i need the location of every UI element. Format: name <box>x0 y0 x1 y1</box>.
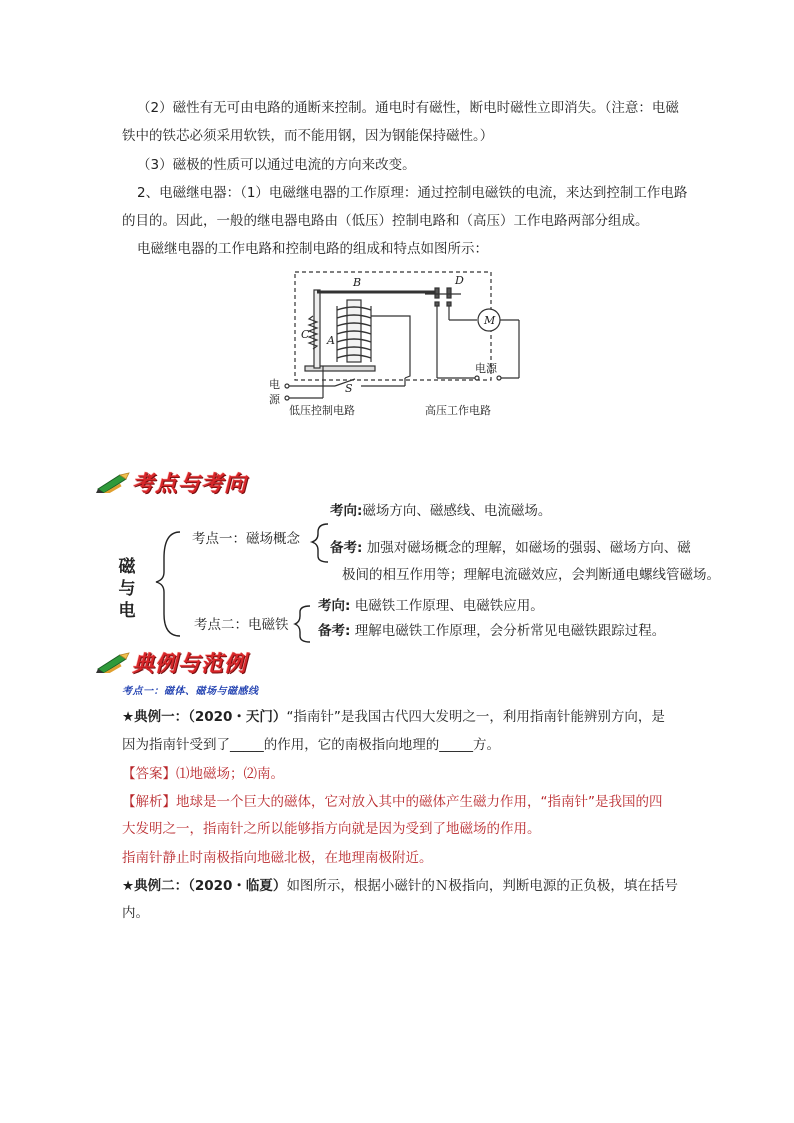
example2-question-cont: 内。 <box>122 905 149 921</box>
intro-paragraph-2: （3）磁极的性质可以通过电流的方向来改变。 <box>137 157 416 173</box>
point1-kaoxiang: 考向:磁场方向、磁感线、电流磁场。 <box>330 503 552 519</box>
power-left-label-1: 电 <box>269 378 280 391</box>
point2-beikao: 备考: 理解电磁铁工作原理，会分析常见电磁铁跟踪过程。 <box>318 623 666 639</box>
section-title-dianli <box>96 648 247 676</box>
point1-beikao: 备考: 加强对磁场概念的理解，如磁场的强弱、磁场方向、磁 <box>330 540 691 556</box>
power-left-label-2: 源 <box>269 393 280 406</box>
point2-kaoxiang: 考向: 电磁铁工作原理、电磁铁应用。 <box>318 598 544 614</box>
example1-question: ★典例一：（2020・天门）“指南针”是我国古代四大发明之一，利用指南针能辨别方向，是 <box>122 709 665 725</box>
label-d: D <box>455 274 464 287</box>
section-title-kaodian <box>96 468 247 496</box>
example2-question: ★典例二：（2020・临夏）如图所示，根据小磁针的Ｎ极指向，判断电源的正负极，填在括号 <box>122 878 678 894</box>
label-b: B <box>353 276 362 289</box>
tree-root: 磁 与 电 <box>118 557 136 621</box>
example1-analysis: 【解析】地球是一个巨大的磁体，它对放入其中的磁体产生磁力作用，“指南针”是我国的四 <box>122 794 663 810</box>
intro-paragraph-3-cont: 的目的。因此，一般的继电器电路由（低压）控制电路和（高压）工作电路两部分组成。 <box>122 213 649 229</box>
label-a: A <box>327 334 335 347</box>
example1-analysis-cont2: 指南针静止时南极指向地磁北极，在地理南极附近。 <box>122 850 433 866</box>
point1-beikao-cont: 极间的相互作用等；理解电流磁效应，会判断通电螺线管磁场。 <box>342 567 720 583</box>
example1-answer: 【答案】⑴地磁场；⑵南。 <box>122 766 284 782</box>
intro-paragraph-4: 电磁继电器的工作电路和控制电路的组成和特点如图所示： <box>137 241 488 257</box>
pencil-icon <box>96 651 130 673</box>
intro-paragraph-1-cont: 铁中的铁芯必须采用软铁，而不能用钢，因为钢能保持磁性。） <box>122 128 494 144</box>
section-title-text: 考点与考向 <box>132 470 248 497</box>
intro-paragraph-3: 2、电磁继电器：（1）电磁继电器的工作原理：通过控制电磁铁的电流，来达到控制工作电路 <box>137 185 688 201</box>
label-m: M <box>484 314 496 327</box>
label-s: S <box>345 382 353 395</box>
dashed-boundary <box>295 272 491 380</box>
example-subheading: 考点一：磁体、磁场与磁感线 <box>122 686 259 697</box>
high-voltage-label: 高压工作电路 <box>425 404 491 417</box>
section-title-text: 典例与范例 <box>132 650 248 677</box>
intro-paragraph-1: （2）磁性有无可由电路的通断来控制。通电时有磁性，断电时磁性立即消失。（注意：电磁 <box>137 100 679 116</box>
example1-analysis-cont: 大发明之一，指南针之所以能够指方向就是因为受到了地磁场的作用。 <box>122 821 541 837</box>
example1-question-cont: 因为指南针受到了_____的作用，它的南极指向地理的_____方。 <box>122 737 500 753</box>
power-right-label: 电源 <box>475 362 497 375</box>
relay-circuit-figure <box>265 266 525 426</box>
point2-label: 考点二：电磁铁 <box>194 617 289 633</box>
label-c: C <box>301 328 310 341</box>
pencil-icon <box>96 471 130 493</box>
low-voltage-label: 低压控制电路 <box>289 404 355 417</box>
point1-label: 考点一：磁场概念 <box>192 531 300 547</box>
